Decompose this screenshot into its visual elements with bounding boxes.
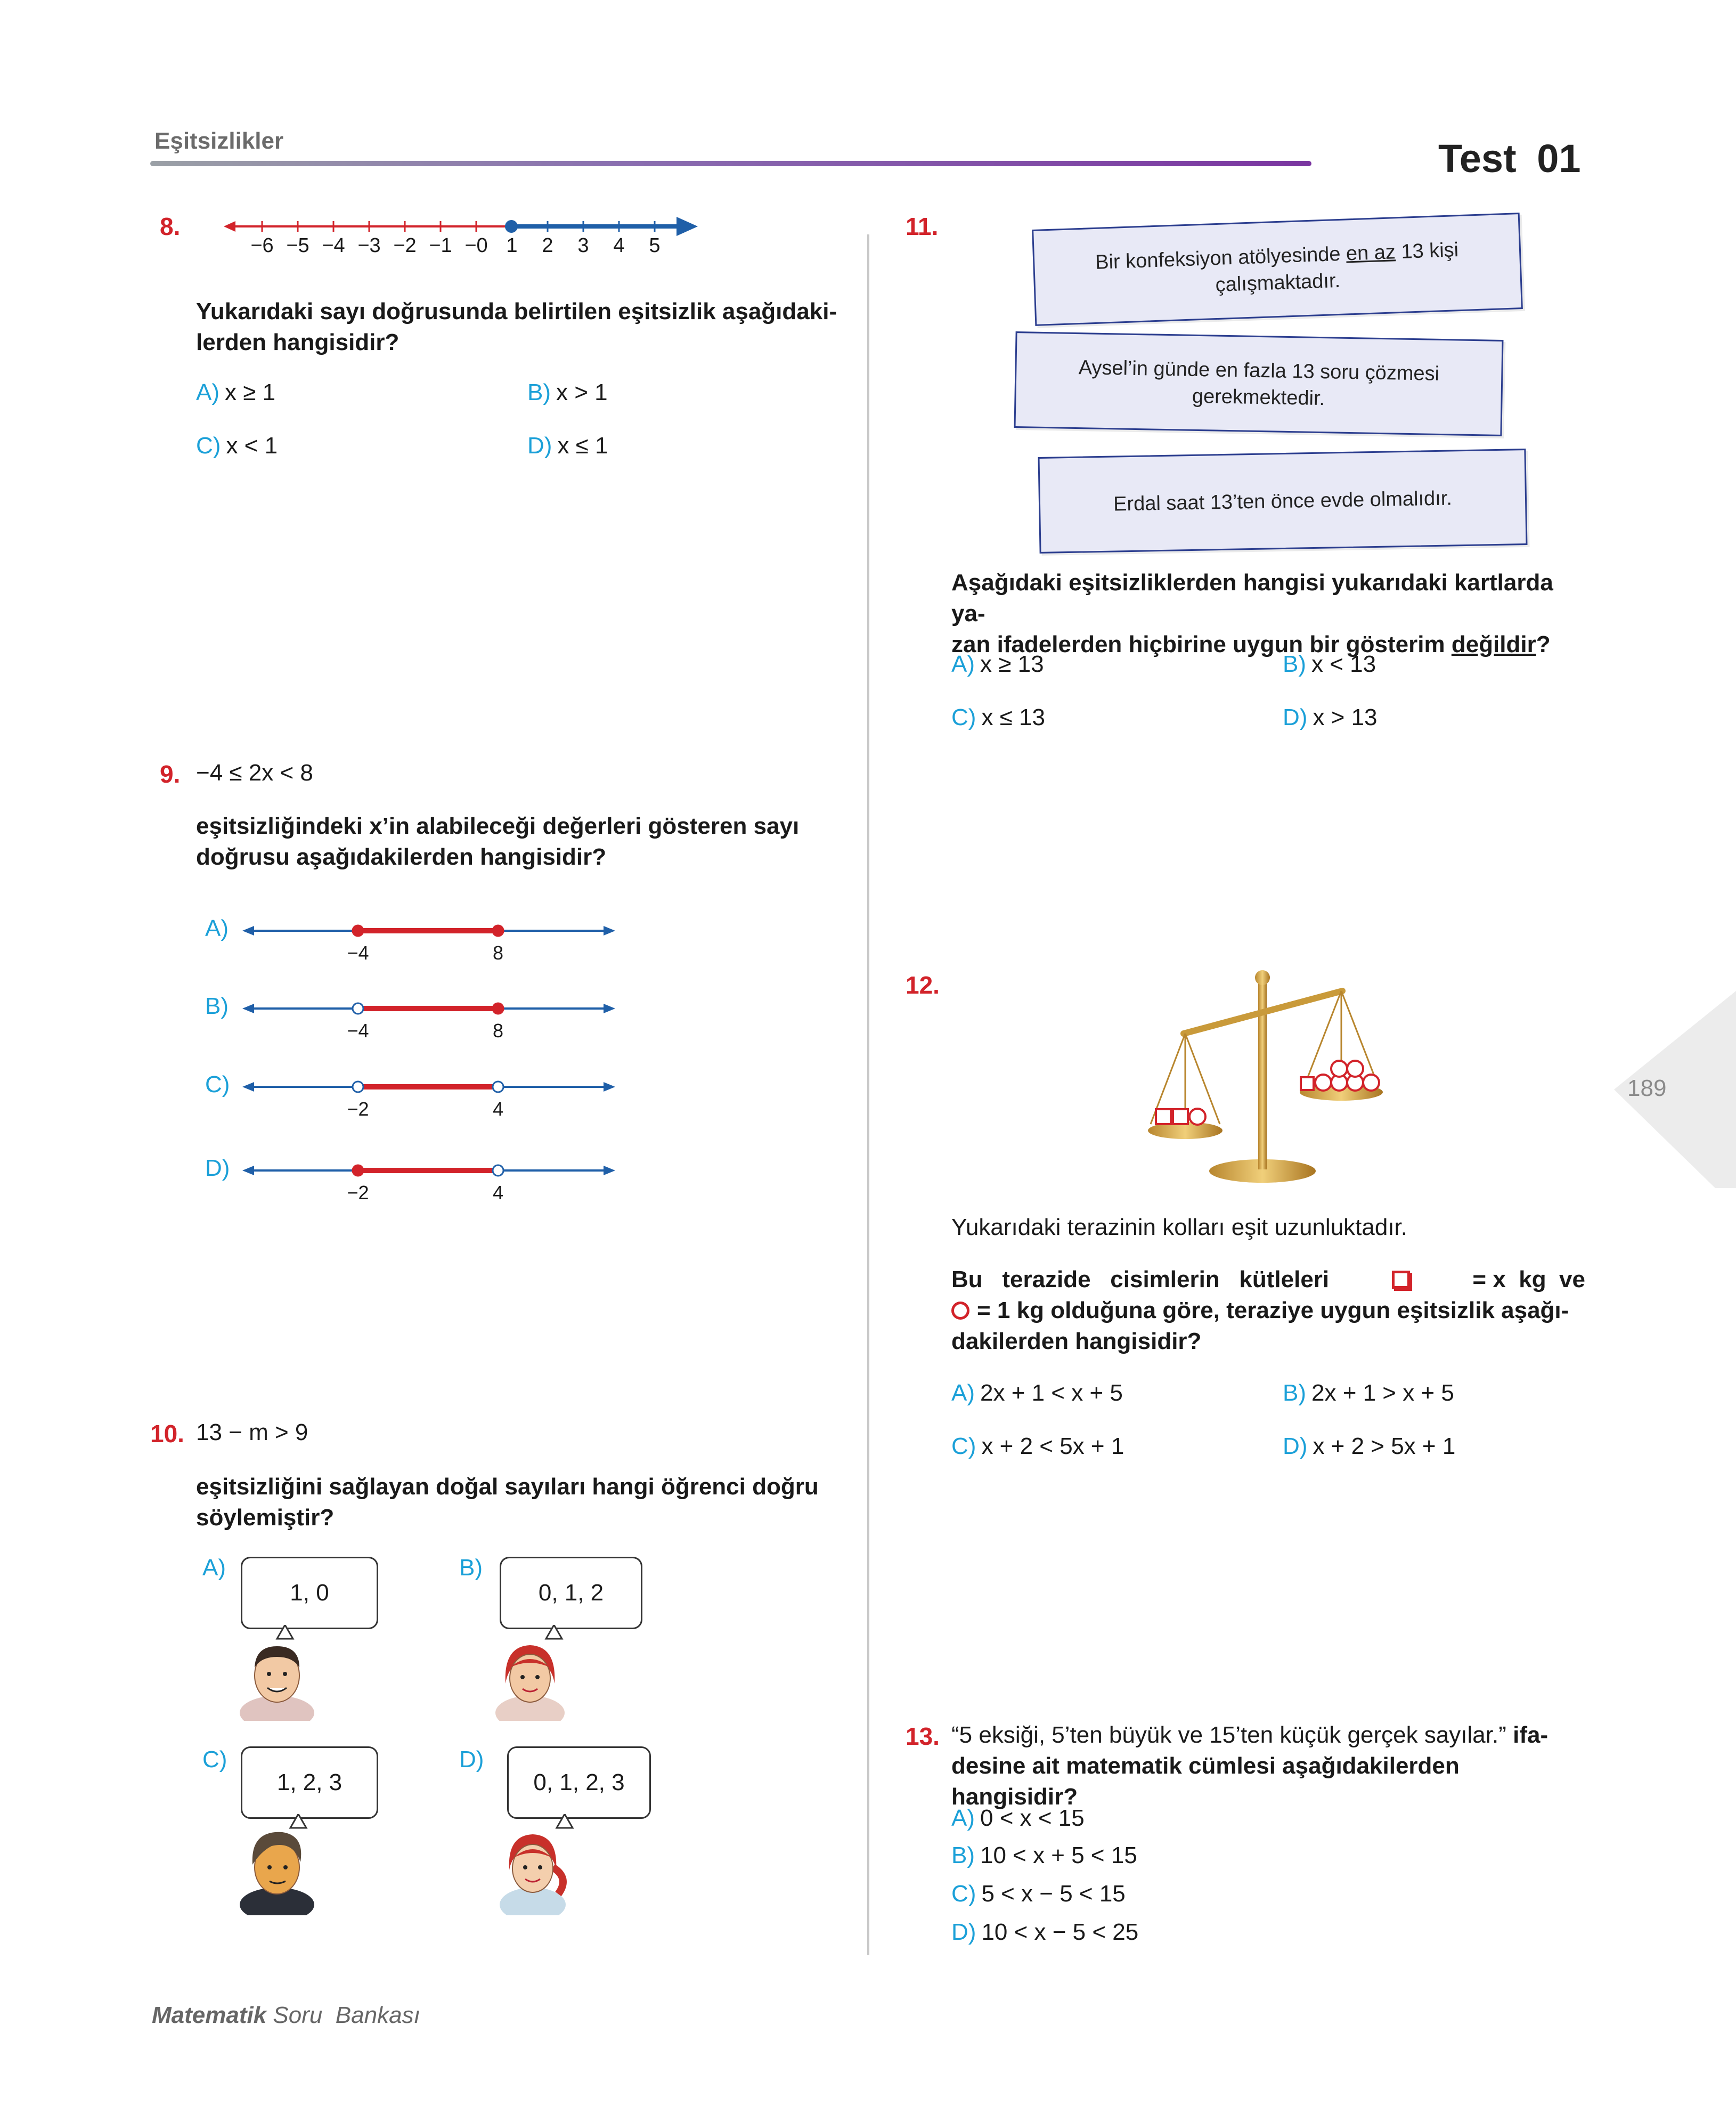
q8-tick-labels <box>224 234 703 261</box>
footer-book-title: Matematik Soru Bankası <box>152 2002 420 2028</box>
q10-text-line2: söylemiştir? <box>196 1505 335 1531</box>
q9-right-label: 8 <box>492 942 504 964</box>
section-title: Eşitsizlikler <box>154 128 284 154</box>
q11-card-2: Aysel’in günde en fazla 13 soru çözmesi gerekmektedir. <box>1014 331 1503 436</box>
q9-right-label: 8 <box>492 1020 504 1042</box>
q11-question-text <box>951 567 1585 660</box>
question-9-number: 9. <box>160 760 181 788</box>
q8-question-text <box>196 296 837 358</box>
square-icon <box>1392 1271 1410 1289</box>
right-endpoint <box>493 925 503 936</box>
q12-intro-text: Yukarıdaki terazinin kolları eşit uzunluktadır. <box>951 1214 1408 1240</box>
q10-option-c-letter[interactable]: C) <box>202 1746 227 1772</box>
q11-option-c[interactable]: C) x ≤ 13 <box>951 704 1045 730</box>
redhead-girl-avatar-icon <box>490 1814 586 1915</box>
q12-option-a[interactable]: A) 2x + 1 < x + 5 <box>951 1380 1123 1406</box>
q8-tick-label: 3 <box>577 234 589 257</box>
teen-boy-avatar-icon <box>234 1814 330 1915</box>
q9-left-label: −2 <box>347 1098 369 1120</box>
q9-left-label: −4 <box>347 942 369 964</box>
q10-speech-bubble-d[interactable]: 0, 1, 2, 3 <box>507 1746 651 1819</box>
q8-tick-label: 4 <box>613 234 625 257</box>
q9-option-b-letter[interactable]: B) <box>205 993 229 1019</box>
q8-closed-point <box>505 220 518 233</box>
q8-tick-label: −1 <box>429 234 452 257</box>
column-divider <box>867 234 869 1955</box>
boy-avatar-icon <box>234 1625 330 1721</box>
q11-option-d[interactable]: D) x > 13 <box>1283 704 1378 730</box>
test-label <box>1438 136 1581 181</box>
q10-option-b-letter[interactable]: B) <box>459 1555 483 1581</box>
test-word: Test <box>1438 136 1517 181</box>
question-12-number: 12. <box>906 971 940 999</box>
header-rule <box>150 161 1311 166</box>
right-endpoint <box>493 1165 503 1176</box>
q11-card-1: Bir konfeksiyon atölyesinde en az 13 kişi çalışmaktadır. <box>1032 213 1523 326</box>
q8-text-line1: Yukarıdaki sayı doğrusunda belirtilen eşitsizlik aşağıdaki- <box>196 298 837 324</box>
q9-question-text <box>196 811 830 873</box>
q8-option-d[interactable]: D) x ≤ 1 <box>527 433 608 459</box>
q11-option-a[interactable]: A) x ≥ 13 <box>951 651 1044 677</box>
q9-text-line1: eşitsizliğindeki x’in alabileceği değerleri gösteren sayı <box>196 813 800 839</box>
q13-option-a[interactable]: A) 0 < x < 15 <box>951 1805 1085 1831</box>
left-endpoint <box>353 1165 363 1176</box>
q9-left-label: −2 <box>347 1182 369 1204</box>
q10-speech-bubble-b[interactable]: 0, 1, 2 <box>500 1557 642 1629</box>
q10-inequality: 13 − m > 9 <box>196 1419 308 1445</box>
left-endpoint <box>353 1082 363 1092</box>
q9-option-b-number-line[interactable] <box>242 990 615 1022</box>
question-13-number: 13. <box>906 1722 940 1750</box>
q13-option-c[interactable]: C) 5 < x − 5 < 15 <box>951 1881 1126 1907</box>
q12-option-c[interactable]: C) x + 2 < 5x + 1 <box>951 1433 1124 1459</box>
q8-tick-label: −0 <box>464 234 488 257</box>
test-number: 01 <box>1537 136 1581 181</box>
q8-tick-label: −2 <box>393 234 417 257</box>
left-endpoint <box>353 1003 363 1014</box>
q8-tick-label: 2 <box>542 234 553 257</box>
q8-tick-label: −6 <box>250 234 274 257</box>
q10-speech-bubble-c[interactable]: 1, 2, 3 <box>241 1746 378 1819</box>
page-number: 189 <box>1627 1075 1667 1101</box>
q9-text-line2: doğrusu aşağıdakilerden hangisidir? <box>196 844 607 870</box>
q10-option-a-letter[interactable]: A) <box>202 1555 226 1581</box>
q8-tick-label: 1 <box>506 234 518 257</box>
q13-option-d[interactable]: D) 10 < x − 5 < 25 <box>951 1919 1139 1945</box>
question-11-number: 11. <box>906 213 939 240</box>
q11-text-line1: Aşağıdaki eşitsizliklerden hangisi yukarıdaki kartlarda ya- <box>951 570 1553 627</box>
q8-tick-label: −5 <box>286 234 309 257</box>
q11-text-line2: zan ifadelerden hiçbirine uygun bir gösterim değildir? <box>951 631 1551 657</box>
q8-tick-label: −4 <box>322 234 345 257</box>
q8-option-b[interactable]: B) x > 1 <box>527 379 608 405</box>
q8-option-c[interactable]: C) x < 1 <box>196 433 278 459</box>
q9-option-d-number-line[interactable] <box>242 1152 615 1184</box>
q8-text-line2: lerden hangisidir? <box>196 329 400 355</box>
q9-left-label: −4 <box>347 1020 369 1042</box>
left-endpoint <box>353 925 363 936</box>
q13-option-b[interactable]: B) 10 < x + 5 < 15 <box>951 1842 1137 1868</box>
q9-right-label: 4 <box>492 1098 504 1120</box>
q10-question-text <box>196 1471 819 1533</box>
question-8-number: 8. <box>160 213 181 240</box>
q9-inequality: −4 ≤ 2x < 8 <box>196 760 313 786</box>
q8-option-a[interactable]: A) x ≥ 1 <box>196 379 276 405</box>
q9-option-d-letter[interactable]: D) <box>205 1155 230 1181</box>
q8-tick-label: 5 <box>649 234 661 257</box>
girl-avatar-icon <box>487 1625 583 1721</box>
q8-tick-label: −3 <box>357 234 381 257</box>
q11-card-3: Erdal saat 13’ten önce evde olmalıdır. <box>1038 449 1527 554</box>
question-10-number: 10. <box>150 1420 184 1448</box>
q10-text-line1: eşitsizliğini sağlayan doğal sayıları hangi öğrenci doğru <box>196 1474 819 1500</box>
q12-option-d[interactable]: D) x + 2 > 5x + 1 <box>1283 1433 1456 1459</box>
q12-option-b[interactable]: B) 2x + 1 > x + 5 <box>1283 1380 1454 1406</box>
q10-option-d-letter[interactable]: D) <box>459 1746 484 1772</box>
circle-icon <box>951 1302 969 1320</box>
q9-option-c-number-line[interactable] <box>242 1068 615 1100</box>
right-endpoint <box>493 1082 503 1092</box>
q13-question-text: “5 eksiği, 5’ten büyük ve 15’ten küçük gerçek sayılar.” ifa- desine ait matematik cümlesi aşağıdakilerden hangisidir? <box>951 1722 1548 1810</box>
right-endpoint <box>493 1003 503 1014</box>
q9-option-a-letter[interactable]: A) <box>205 915 229 941</box>
q10-speech-bubble-a[interactable]: 1, 0 <box>241 1557 378 1629</box>
q9-option-a-number-line[interactable] <box>242 912 615 944</box>
balance-scale-icon <box>1140 964 1396 1188</box>
q9-right-label: 4 <box>492 1182 504 1204</box>
q9-option-c-letter[interactable]: C) <box>205 1071 230 1097</box>
q12-question-text: Bu terazide cisimlerin kütleleri = x kg ve = 1 kg olduğuna göre, teraziye uygun eşitsizlik aşağı- dakilerden hangisidir? <box>951 1266 1585 1354</box>
q11-option-b[interactable]: B) x < 13 <box>1283 651 1376 677</box>
